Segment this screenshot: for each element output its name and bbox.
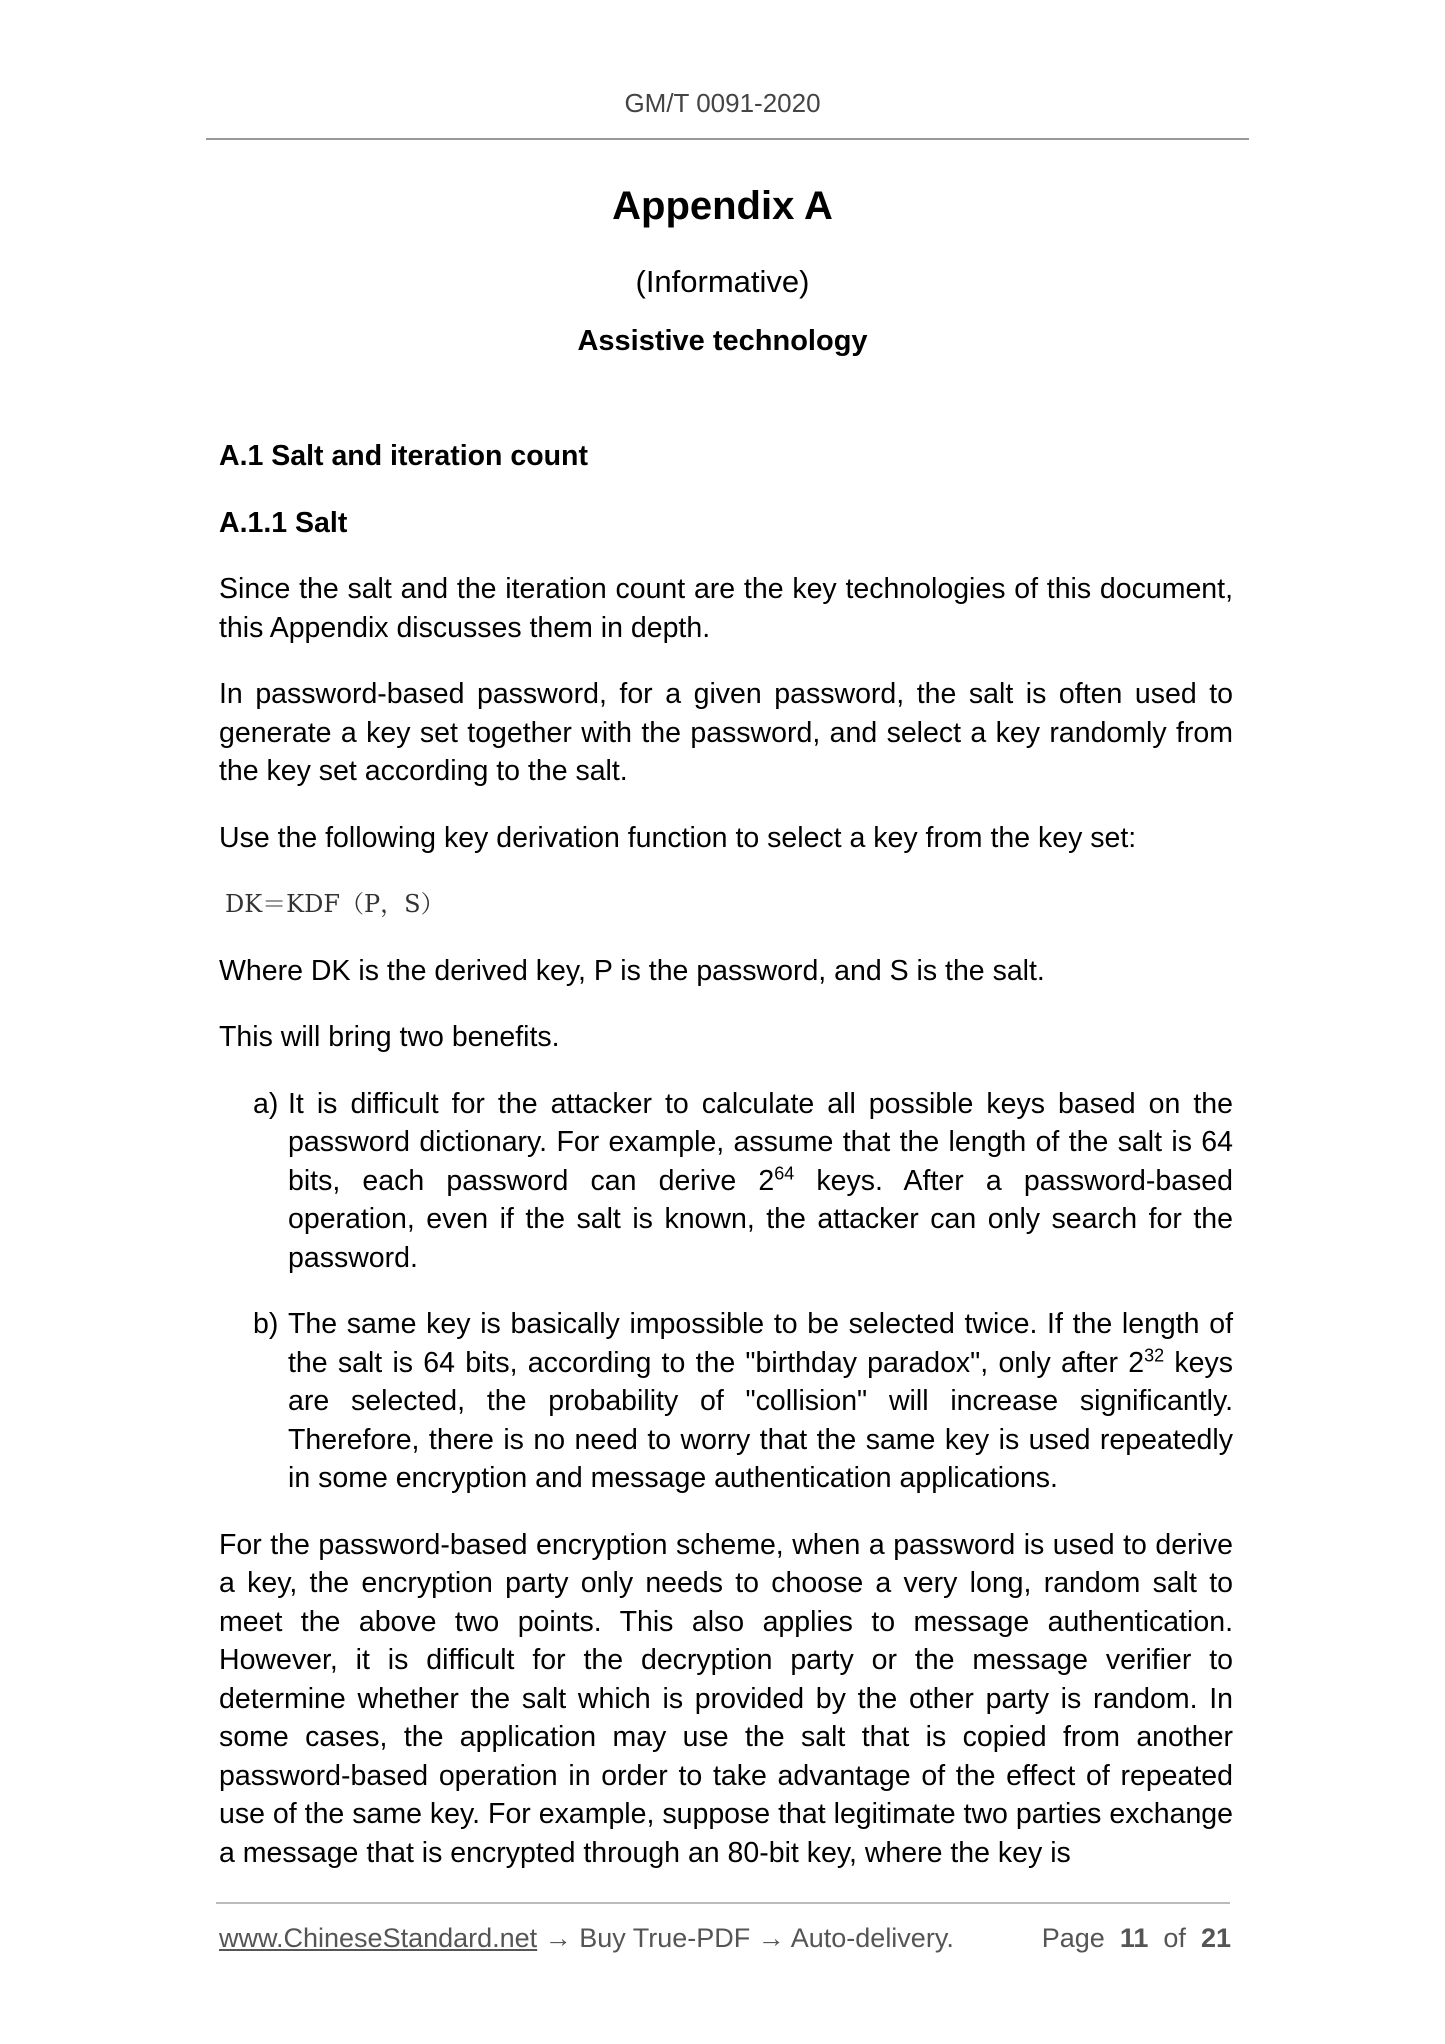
page-label: Page (1041, 1923, 1105, 1953)
list-text-part: keys are selected, the probability of "collision" will increase significantly. Therefore, there is no need to worry that the same key is used repeatedly in some encryption and message authentication applications. (288, 1346, 1233, 1494)
kdf-formula: DK＝KDF（P，S） (225, 890, 445, 918)
paragraph-benefits: This will bring two benefits. (219, 1021, 560, 1053)
list-marker: b) (253, 1308, 279, 1340)
list-item-b (253, 1305, 1233, 1498)
list-item-text (288, 1305, 1233, 1498)
footer-left (219, 1923, 954, 1954)
footer-divider (216, 1902, 1230, 1904)
footer-tagline: → Buy True-PDF → Auto-delivery. (537, 1923, 954, 1953)
appendix-title: Appendix A (612, 184, 833, 228)
paragraph-definitions: Where DK is the derived key, P is the password, and S is the salt. (219, 954, 1045, 987)
list-text-part: It is difficult for the attacker to calculate all possible keys based on the password dictionary. For example, assume that the length of the salt is 64 bits, each password can derive 2 (288, 1087, 1233, 1197)
section-heading-a1: A.1 Salt and iteration count (219, 440, 588, 472)
list-marker: a) (253, 1087, 279, 1120)
page-footer (219, 1923, 1231, 1954)
appendix-type: (Informative) (635, 264, 810, 299)
list-item-a (253, 1085, 1233, 1278)
standard-code-header: GM/T 0091-2020 (624, 88, 821, 118)
paragraph-intro: Since the salt and the iteration count are the key technologies of this document, this Appendix discusses them in depth. (219, 573, 1233, 644)
list-text-part: The same key is basically impossible to be selected twice. If the length of the salt is 64 bits, according to the "birthday paradox", only after 2 (288, 1308, 1233, 1379)
list-text-part: keys. After a password-based operation, even if the salt is known, the attacker can only search for the password. (288, 1164, 1233, 1274)
appendix-name: Assistive technology (577, 325, 868, 357)
paragraph-kdf-intro: Use the following key derivation function to select a key from the key set: (219, 821, 1137, 854)
page-indicator (1042, 1923, 1231, 1954)
list-item-text (288, 1085, 1233, 1278)
paragraph-salt-usage: In password-based password, for a given password, the salt is often used to generate a key set together with the password, and select a key randomly from the key set according to the salt. (219, 678, 1233, 787)
exponent: 64 (774, 1163, 795, 1183)
of-label: of (1163, 1923, 1186, 1953)
website-link[interactable]: www.ChineseStandard.net (219, 1923, 538, 1953)
exponent: 32 (1144, 1345, 1165, 1365)
document-body (219, 437, 1233, 1900)
paragraph-encryption-scheme: For the password-based encryption scheme, when a password is used to derive a key, the encryption party only needs to choose a very long, random salt to meet the above two points. This also applies to message authentication. However, it is difficult for the decryption party or the message verifier to determine whether the salt which is provided by the other party is random. In some cases, the application may use the salt that is copied from another password-based operation in order to take advantage of the effect of repeated use of the same key. For example, suppose that legitimate two parties exchange a message that is encrypted through an 80-bit key, where the key is (219, 1528, 1233, 1869)
header-divider (206, 138, 1249, 140)
current-page: 11 (1119, 1923, 1149, 1953)
total-pages: 21 (1200, 1923, 1231, 1953)
section-heading-a11: A.1.1 Salt (219, 506, 348, 539)
